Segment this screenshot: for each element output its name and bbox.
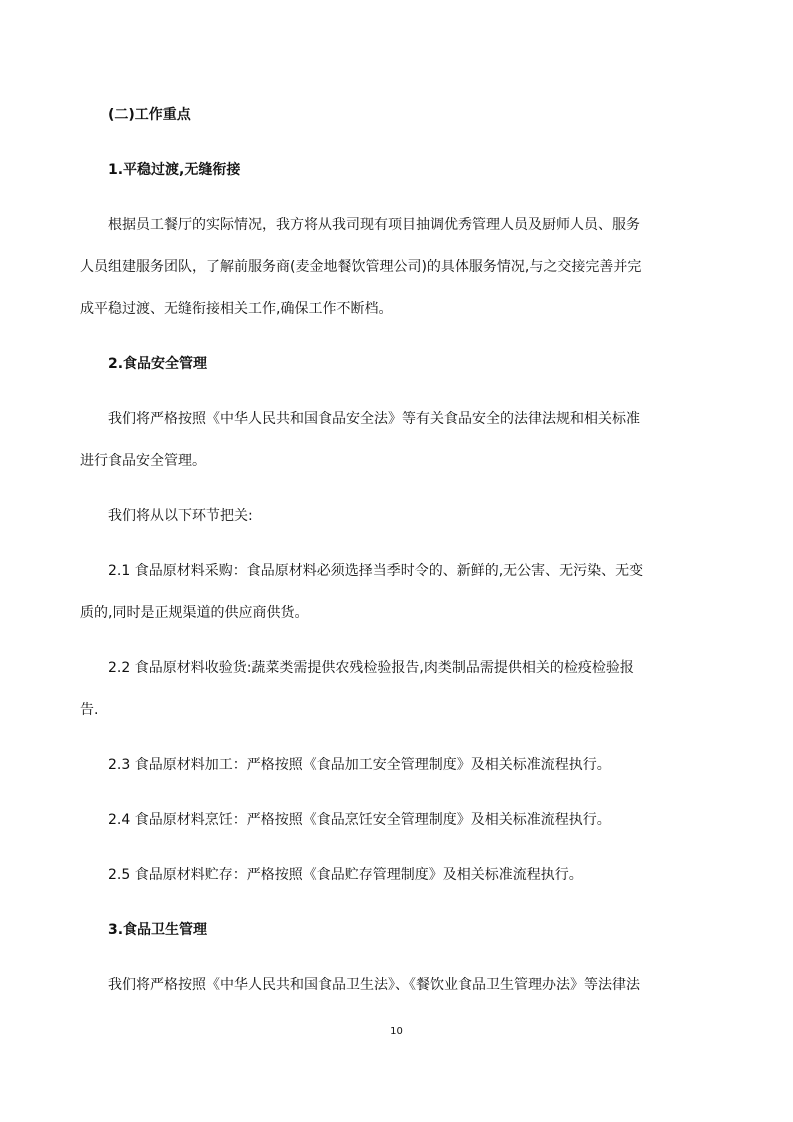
text-line: 2.4 食品原材料烹饪：严格按照《食品烹饪安全管理制度》及相关标准流程执行。 <box>108 812 611 828</box>
section-heading <box>80 343 720 385</box>
text-line: 告. <box>80 702 99 718</box>
section-heading <box>80 909 720 951</box>
text-line: 人员组建服务团队，了解前服务商(麦金地餐饮管理公司)的具体服务情况,与之交接完善并完 <box>80 259 642 275</box>
paragraph <box>80 495 720 537</box>
text-line: 2.食品安全管理 <box>108 356 208 372</box>
document-body <box>80 94 720 1019</box>
text-line: 进行食品安全管理。 <box>80 453 206 469</box>
text-line: 根据员工餐厅的实际情况，我方将从我司现有项目抽调优秀管理人员及厨师人员、服务 <box>108 217 640 233</box>
paragraph <box>80 550 720 634</box>
paragraph <box>80 744 720 786</box>
paragraph <box>80 204 720 330</box>
text-line: (二)工作重点 <box>108 107 191 123</box>
text-line: 质的,同时是正规渠道的供应商供货。 <box>80 605 309 621</box>
text-line: 我们将从以下环节把关: <box>108 508 253 524</box>
text-line: 3.食品卫生管理 <box>108 922 208 938</box>
page-number: 10 <box>390 1026 403 1037</box>
text-line: 成平稳过渡、无缝衔接相关工作,确保工作不断档。 <box>80 301 393 317</box>
section-heading <box>80 94 720 136</box>
paragraph <box>80 647 720 731</box>
text-line: 我们将严格按照《中华人民共和国食品安全法》等有关食品安全的法律法规和相关标准 <box>108 411 640 427</box>
text-line: 2.1 食品原材料采购：食品原材料必须选择当季时令的、新鲜的,无公害、无污染、无变 <box>108 563 644 579</box>
text-line: 2.2 食品原材料收验货:蔬菜类需提供农残检验报告,肉类制品需提供相关的检疫检验报 <box>108 660 634 676</box>
text-line: 1.平稳过渡,无缝衔接 <box>108 162 241 178</box>
section-heading <box>80 149 720 191</box>
paragraph <box>80 964 720 1006</box>
text-line: 2.3 食品原材料加工：严格按照《食品加工安全管理制度》及相关标准流程执行。 <box>108 757 611 773</box>
paragraph <box>80 854 720 896</box>
paragraph <box>80 799 720 841</box>
text-line: 我们将严格按照《中华人民共和国食品卫生法》、《餐饮业食品卫生管理办法》等法律法 <box>108 977 640 993</box>
text-line: 2.5 食品原材料贮存：严格按照《食品贮存管理制度》及相关标准流程执行。 <box>108 867 583 883</box>
paragraph <box>80 398 720 482</box>
